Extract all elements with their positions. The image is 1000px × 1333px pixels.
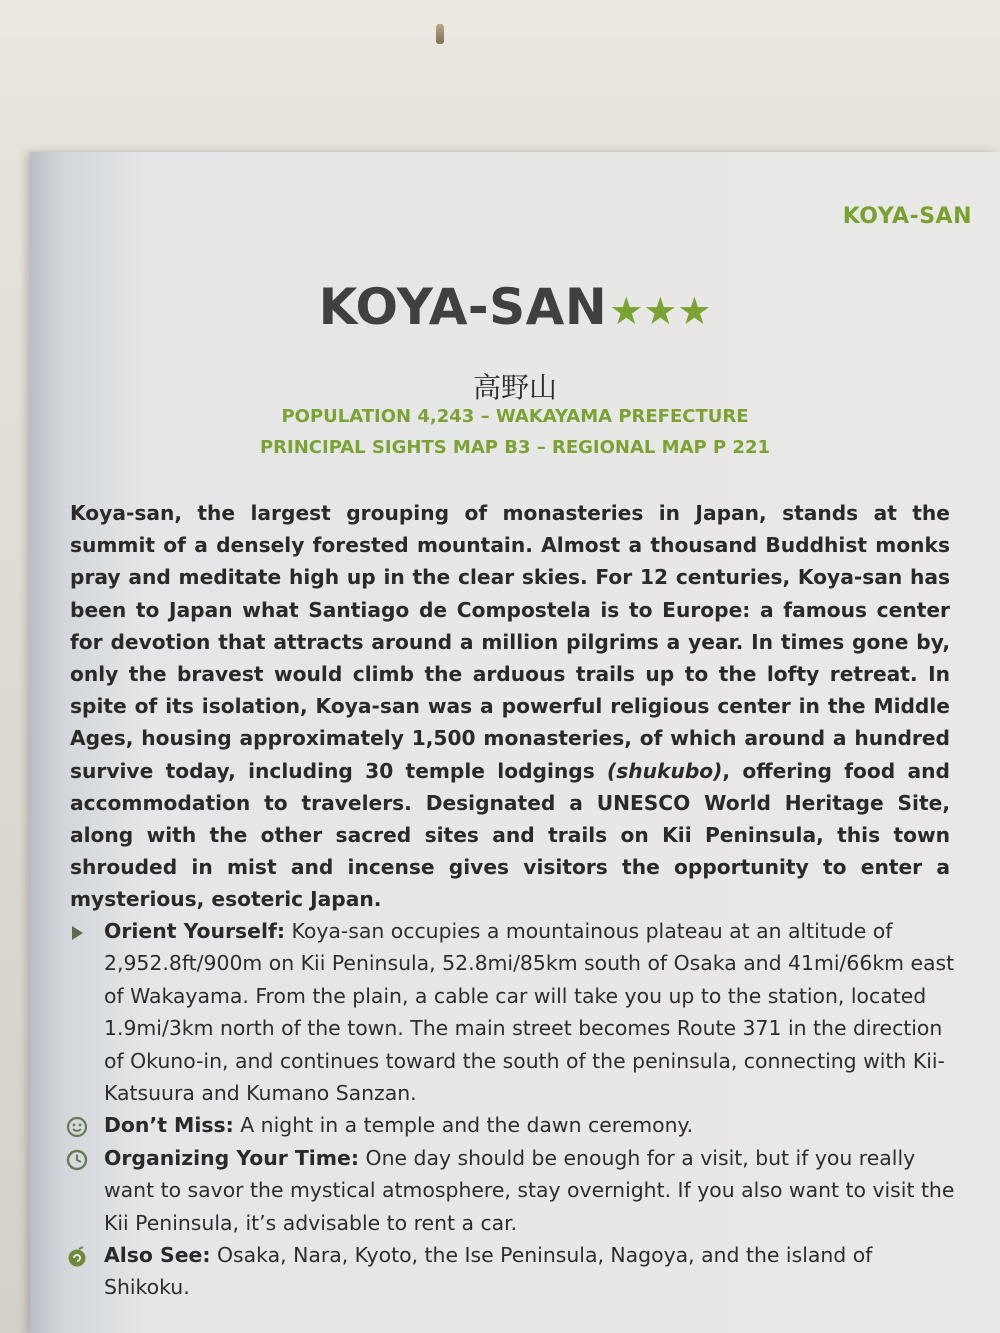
list-item-also-see: [50, 1239, 960, 1304]
item-label: Don’t Miss:: [104, 1113, 234, 1138]
info-list: [50, 915, 960, 1304]
intro-text-part1: Koya-san, the largest grouping of monasteries in Japan, stands at the summit of a densely forested mountain. Almost a thousand Buddhist monks pray and meditate high up in the clear skies. For 12 centuries, Koya-san has been to Japan what Santiago de Compostela is to Europe: a famous center for devotion that attracts around a million pilgrims a year. In times gone by, only the bravest would climb the arduous trails up to the lofty retreat. In spite of its isolation, Koya-san was a powerful religious center in the Middle Ages, housing approximately 1,500 monasteries, of which around a hundred survive today, including 30 temple lodgings: [70, 501, 950, 783]
population-line: POPULATION 4,243 – WAKAYAMA PREFECTURE: [281, 406, 749, 427]
list-item-dont-miss: [50, 1109, 960, 1141]
title-block: [30, 278, 1000, 336]
guidebook-page: [30, 152, 1000, 1333]
page-title: KOYA-SAN: [318, 278, 608, 336]
map-reference-line: PRINCIPAL SIGHTS MAP B3 – REGIONAL MAP P 221: [259, 437, 770, 458]
item-text: A night in a temple and the dawn ceremony.: [233, 1113, 694, 1138]
item-label: Also See:: [104, 1243, 211, 1268]
item-text: One day should be enough for a visit, but if you really want to savor the mystical atmosphere, stay overnight. If you also want to visit the Kii Peninsula, it’s advisable to rent a car.: [104, 1145, 955, 1235]
item-text: Osaka, Nara, Kyoto, the Ise Peninsula, Nagoya, and the island of Shikoku.: [104, 1243, 873, 1300]
running-head: KOYA-SAN: [842, 204, 972, 229]
clock-icon: [66, 1149, 88, 1171]
spiral-icon: [66, 1246, 88, 1268]
list-item-orient-yourself: [50, 915, 960, 1109]
triangle-arrow-icon: [66, 922, 88, 944]
japanese-name: 高野山: [472, 371, 557, 404]
list-item-organizing-your-time: [50, 1142, 960, 1239]
pushpin-icon: [436, 24, 444, 44]
intro-italic-term: (shukubo): [607, 758, 723, 783]
smiley-icon: [66, 1116, 88, 1138]
intro-paragraph: [70, 497, 950, 916]
intro-text-part2: , offering food and accommodation to travelers. Designated a UNESCO World Heritage Site, along with the other sacred sites and trails on Kii Peninsula, this town shrouded in mist and incense gives visitors the opportunity to enter a mysterious, esoteric Japan.: [70, 758, 950, 912]
item-label: Organizing Your Time:: [104, 1145, 360, 1170]
item-text: Koya-san occupies a mountainous plateau at an altitude of 2,952.8ft/900m on Kii Peninsula, 52.8mi/85km south of Osaka and 41mi/66km east of Wakayama. From the plain, a cable car will take you up to the station, located 1.9mi/3km north of the town. The main street becomes Route 371 in the direction of Okuno-in, and continues toward the south of the peninsula, connecting with Kii-Katsuura and Kumano Sanzan.: [104, 919, 955, 1106]
star-rating: ★★★: [609, 289, 712, 333]
item-label: Orient Yourself:: [104, 919, 286, 943]
